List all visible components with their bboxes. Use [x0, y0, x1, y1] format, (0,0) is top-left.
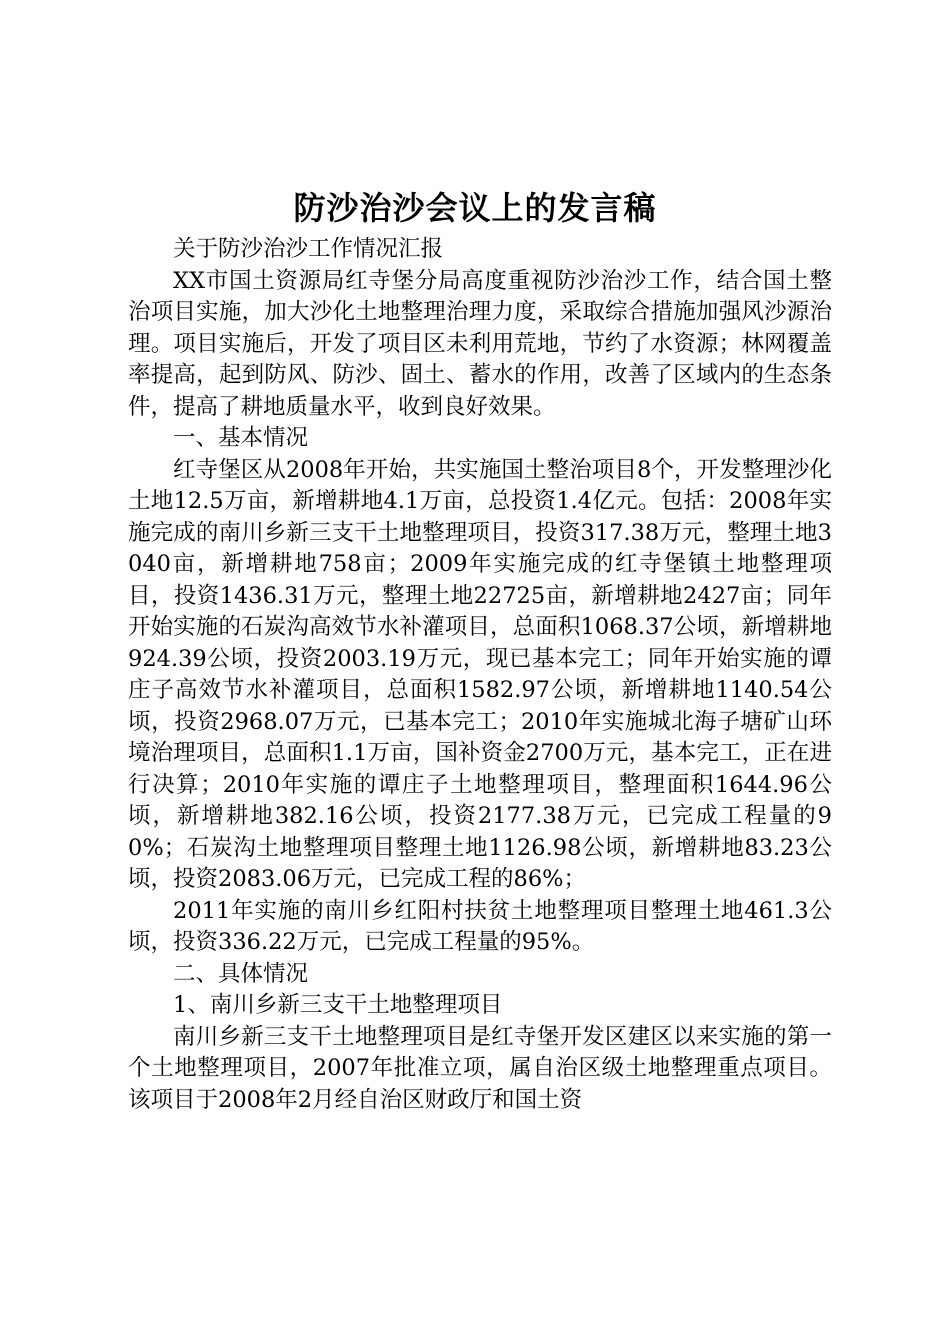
section-heading-details: 二、具体情况	[173, 960, 309, 987]
subtitle-paragraph: 关于防沙治沙工作情况汇报	[173, 236, 444, 262]
project-detail-paragraph: 南川乡新三支干土地整理项目是红寺堡开发区建区以来实施的第一个土地整理项目，2007年批准立项，属自治区级土地整理重点项目。该项目于2008年2月经自治区财政厅和国土资	[128, 1023, 832, 1113]
subsection-heading-1: 1、南川乡新三支干土地整理项目	[173, 992, 503, 1018]
document-title: 防沙治沙会议上的发言稿	[293, 189, 657, 227]
intro-paragraph: XX市国土资源局红寺堡分局高度重视防沙治沙工作，结合国土整治项目实施，加大沙化土地整理治理力度，采取综合措施加强风沙源治理。项目实施后，开发了项目区未利用荒地，节约了水资源；林网覆盖率提高，起到防风、防沙、固土、蓄水的作用，改善了区域内的生态条件，提高了耕地质量水平，收到良好效果。	[128, 267, 832, 420]
project-2011-paragraph: 2011年实施的南川乡红阳村扶贫土地整理项目整理土地461.3公顷，投资336.22万元，已完成工程量的95%。	[128, 897, 832, 955]
section-heading-basic: 一、基本情况	[173, 425, 309, 451]
document-body	[128, 234, 832, 1116]
basic-info-paragraph: 红寺堡区从2008年开始，共实施国土整治项目8个，开发整理沙化土地12.5万亩，新增耕地4.1万亩，总投资1.4亿元。包括：2008年实施完成的南川乡新三支干土地整理项目，投资317.38万元，整理土地3040亩，新增耕地758亩；2009年实施完成的红寺堡镇土地整理项目，投资1436.31万元，整理土地22725亩，新增耕地2427亩；同年开始实施的石炭沟高效节水补灌项目，总面积1068.37公顷，新增耕地924.39公顷，投资2003.19万元，现已基本完工；同年开始实施的谭庄子高效节水补灌项目，总面积1582.97公顷，新增耕地1140.54公顷，投资2968.07万元，已基本完工；2010年实施城北海子塘矿山环境治理项目，总面积1.1万亩，国补资金2700万元，基本完工，正在进行决算；2010年实施的谭庄子土地整理项目，整理面积1644.96公顷，新增耕地382.16公顷，投资2177.38万元，已完成工程量的90%；石炭沟土地整理项目整理土地1126.98公顷，新增耕地83.23公顷，投资2083.06万元，已完成工程的86%；	[128, 456, 832, 892]
